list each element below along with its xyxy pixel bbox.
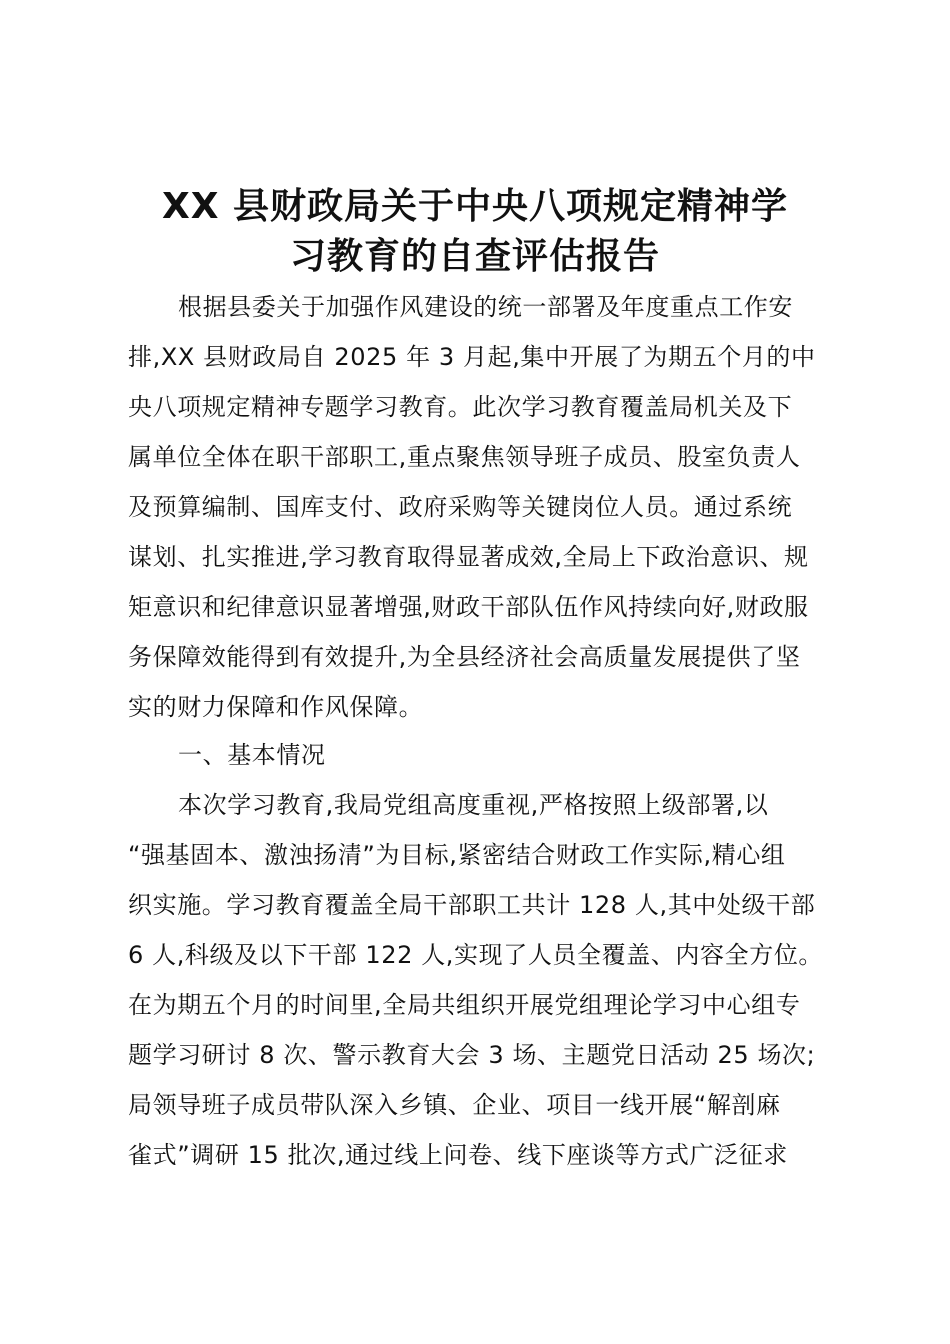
paragraph-line: 织实施。学习教育覆盖全局干部职工共计 128 人,其中处级干部 <box>128 891 816 919</box>
document-title-line-1: XX 县财政局关于中央八项规定精神学 <box>161 186 789 227</box>
paragraph-line: 谋划、扎实推进,学习教育取得显著成效,全局上下政治意识、规 <box>128 543 809 571</box>
paragraph-line: 及预算编制、国库支付、政府采购等关键岗位人员。通过系统 <box>128 493 793 521</box>
paragraph-line: 根据县委关于加强作风建设的统一部署及年度重点工作安 <box>178 293 793 321</box>
paragraph-line: 雀式”调研 15 批次,通过线上问卷、线下座谈等方式广泛征求 <box>128 1141 788 1169</box>
paragraph-line: 本次学习教育,我局党组高度重视,严格按照上级部署,以 <box>178 791 769 819</box>
paragraph-line: “强基固本、激浊扬清”为目标,紧密结合财政工作实际,精心组 <box>128 841 786 869</box>
document-title-line-2: 习教育的自查评估报告 <box>289 236 660 277</box>
paragraph-line: 题学习研讨 8 次、警示教育大会 3 场、主题党日活动 25 场次; <box>128 1041 816 1069</box>
paragraph-line: 属单位全体在职干部职工,重点聚焦领导班子成员、股室负责人 <box>128 443 801 471</box>
paragraph-line: 央八项规定精神专题学习教育。此次学习教育覆盖局机关及下 <box>128 393 793 421</box>
paragraph-line: 矩意识和纪律意识显著增强,财政干部队伍作风持续向好,财政服 <box>128 593 809 621</box>
paragraph-line: 在为期五个月的时间里,全局共组织开展党组理论学习中心组专 <box>128 991 801 1019</box>
paragraph-line: 排,XX 县财政局自 2025 年 3 月起,集中开展了为期五个月的中 <box>128 343 816 371</box>
paragraph-line: 6 人,科级及以下干部 122 人,实现了人员全覆盖、内容全方位。 <box>128 941 824 969</box>
paragraph-line: 务保障效能得到有效提升,为全县经济社会高质量发展提供了坚 <box>128 643 801 671</box>
section-heading: 一、基本情况 <box>178 741 326 769</box>
paragraph-line: 局领导班子成员带队深入乡镇、企业、项目一线开展“解剖麻 <box>128 1091 781 1119</box>
paragraph-line: 实的财力保障和作风保障。 <box>128 693 424 721</box>
